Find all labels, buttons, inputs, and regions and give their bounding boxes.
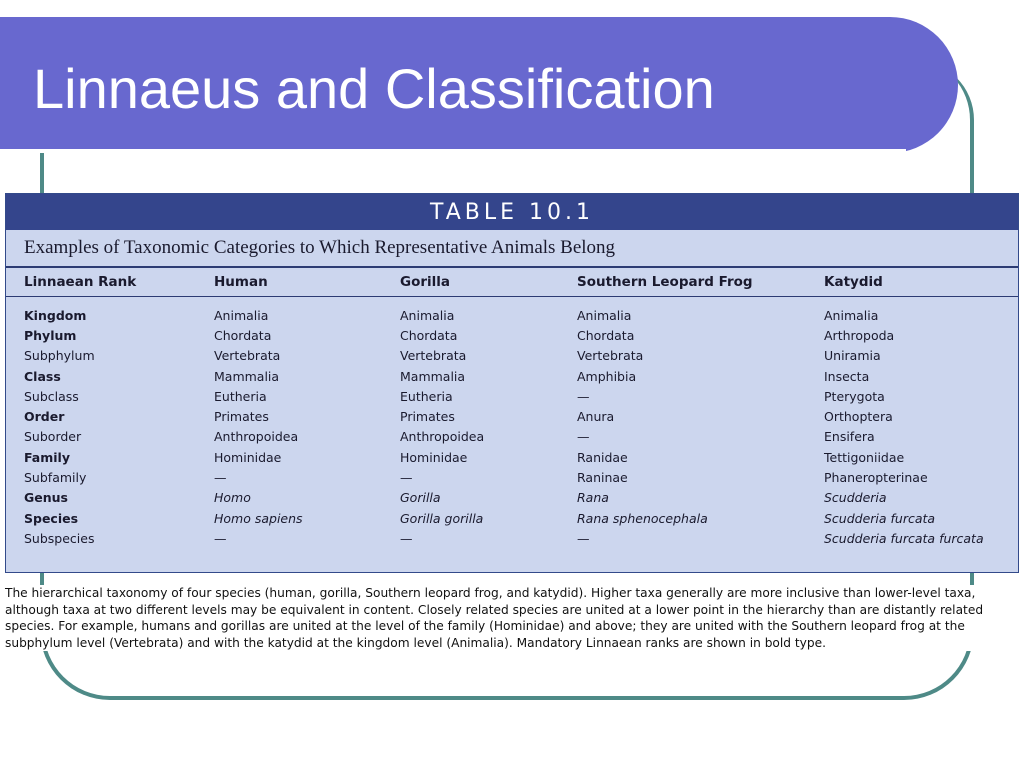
taxon-cell: Pterygota xyxy=(824,388,885,404)
taxon-cell: — xyxy=(400,530,413,546)
taxon-cell: Arthropoda xyxy=(824,327,895,343)
taxon-cell: Amphibia xyxy=(577,368,637,384)
taxon-cell: Homo sapiens xyxy=(214,510,303,526)
taxon-cell: Orthoptera xyxy=(824,409,893,425)
taxon-cell: Animalia xyxy=(577,307,632,323)
taxon-cell: Scudderia xyxy=(824,490,887,506)
table-caption: The hierarchical taxonomy of four species (human, gorilla, Southern leopard frog, and katydid). Higher taxa generally are more inclusive than lower-level taxa, although taxa at two different levels may be equivalent in content. Closely related species are united at a lower point in the hierarchy than are distantly related species. For example, humans and gorillas are united at the level of the family (Hominidae) and above; they are united with the Southern leopard frog at the subphylum level (Vertebrata) and with the katydid at the kingdom level (Animalia). Mandatory Linnaean ranks are shown in bold type. xyxy=(5,585,1020,651)
table-header-row xyxy=(6,268,1018,297)
taxon-cell: Chordata xyxy=(400,327,458,343)
table-row xyxy=(6,325,1018,345)
taxon-cell: Eutheria xyxy=(214,388,267,404)
taxon-cell: Ensifera xyxy=(824,429,875,445)
taxon-cell: — xyxy=(577,388,590,404)
taxonomy-table-figure xyxy=(5,193,1019,573)
taxon-cell: Phaneropterinae xyxy=(824,470,928,486)
rank-cell: Subphylum xyxy=(24,348,95,364)
taxon-cell: Animalia xyxy=(824,307,879,323)
taxon-cell: Anura xyxy=(577,409,615,425)
taxon-cell: Vertebrata xyxy=(400,348,467,364)
table-body xyxy=(6,297,1018,549)
rank-cell: Subfamily xyxy=(24,470,87,486)
taxon-cell: Chordata xyxy=(214,327,272,343)
taxon-cell: Mammalia xyxy=(214,368,280,384)
slide-title: Linnaeus and Classification xyxy=(33,57,715,120)
taxon-cell: — xyxy=(214,470,227,486)
column-header: Gorilla xyxy=(400,268,577,297)
taxon-cell: Rana xyxy=(577,490,609,506)
taxon-cell: — xyxy=(577,530,590,546)
taxon-cell: Chordata xyxy=(577,327,635,343)
taxon-cell: Primates xyxy=(400,409,455,425)
rank-cell: Subspecies xyxy=(24,530,95,546)
table-row xyxy=(6,508,1018,528)
rank-cell: Species xyxy=(24,510,79,526)
rank-cell: Subclass xyxy=(24,388,79,404)
table-row xyxy=(6,528,1018,548)
taxon-cell: Anthropoidea xyxy=(214,429,299,445)
column-header: Human xyxy=(214,268,400,297)
title-banner xyxy=(0,17,958,153)
taxon-cell: Tettigoniidae xyxy=(824,449,905,465)
taxonomy-table xyxy=(6,268,1018,549)
rank-cell: Kingdom xyxy=(24,307,87,323)
taxon-cell: Scudderia furcata furcata xyxy=(824,530,984,546)
taxon-cell: Hominidae xyxy=(400,449,468,465)
table-row xyxy=(6,297,1018,326)
taxon-cell: Primates xyxy=(214,409,269,425)
taxon-cell: — xyxy=(214,530,227,546)
taxon-cell: Animalia xyxy=(400,307,455,323)
taxon-cell: Raninae xyxy=(577,470,628,486)
taxon-cell: Uniramia xyxy=(824,348,881,364)
taxon-cell: Ranidae xyxy=(577,449,628,465)
table-row xyxy=(6,427,1018,447)
taxon-cell: Mammalia xyxy=(400,368,466,384)
table-row xyxy=(6,386,1018,406)
rank-cell: Family xyxy=(24,449,70,465)
taxon-cell: — xyxy=(400,470,413,486)
table-row xyxy=(6,406,1018,426)
column-header: Katydid xyxy=(824,268,1018,297)
column-header: Southern Leopard Frog xyxy=(577,268,824,297)
title-underline xyxy=(0,149,906,153)
table-subtitle: Examples of Taxonomic Categories to Which Representative Animals Belong xyxy=(6,230,1018,268)
taxon-cell: Scudderia furcata xyxy=(824,510,936,526)
table-row xyxy=(6,488,1018,508)
taxon-cell: Vertebrata xyxy=(577,348,644,364)
taxon-cell: Hominidae xyxy=(214,449,282,465)
taxon-cell: Homo xyxy=(214,490,251,506)
taxon-cell: Insecta xyxy=(824,368,870,384)
table-row xyxy=(6,346,1018,366)
rank-cell: Class xyxy=(24,368,61,384)
taxon-cell: Rana sphenocephala xyxy=(577,510,708,526)
taxon-cell: Gorilla xyxy=(400,490,441,506)
table-heading: TABLE 10.1 xyxy=(6,194,1018,230)
taxon-cell: — xyxy=(577,429,590,445)
taxon-cell: Anthropoidea xyxy=(400,429,485,445)
taxon-cell: Eutheria xyxy=(400,388,453,404)
rank-cell: Phylum xyxy=(24,327,77,343)
table-row xyxy=(6,467,1018,487)
table-row xyxy=(6,366,1018,386)
rank-cell: Suborder xyxy=(24,429,82,445)
column-header: Linnaean Rank xyxy=(6,268,214,297)
rank-cell: Order xyxy=(24,409,65,425)
taxon-cell: Gorilla gorilla xyxy=(400,510,484,526)
table-row xyxy=(6,447,1018,467)
taxon-cell: Animalia xyxy=(214,307,269,323)
rank-cell: Genus xyxy=(24,490,68,506)
taxon-cell: Vertebrata xyxy=(214,348,281,364)
